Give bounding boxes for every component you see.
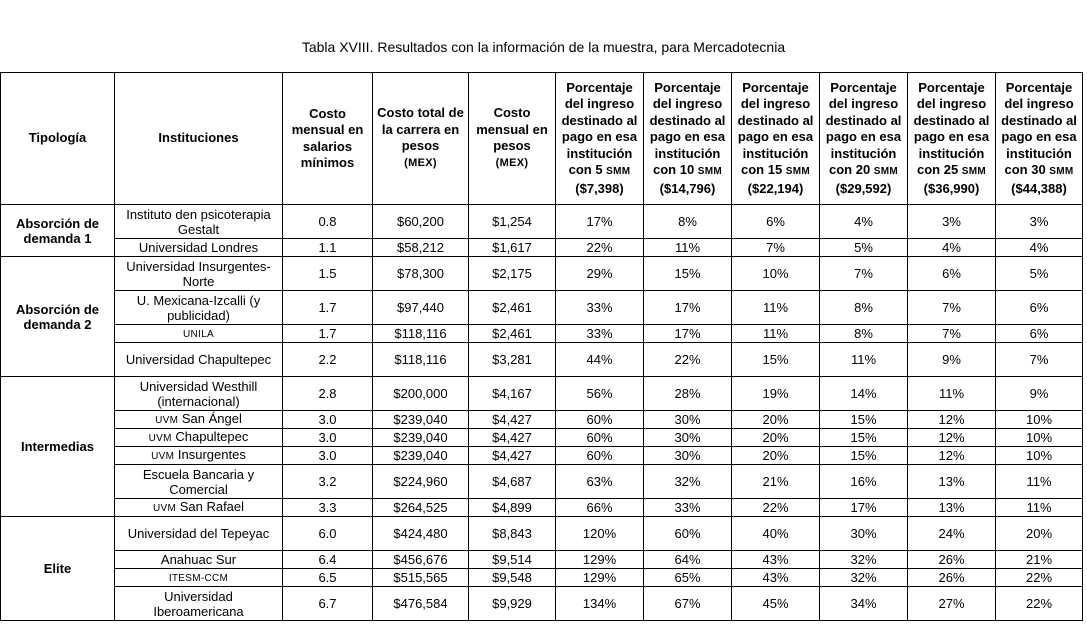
header-pct-unit: SMM <box>785 166 811 178</box>
percentage-cell: 7% <box>820 257 908 291</box>
percentage-cell: 33% <box>556 291 644 325</box>
percentage-cell: 6% <box>996 291 1083 325</box>
header-costo-total-unit: (MEX) <box>404 157 437 170</box>
total-cost-cell: $515,565 <box>373 569 469 587</box>
header-pct-unit: SMM <box>961 166 987 178</box>
percentage-cell: 15% <box>820 411 908 429</box>
percentage-cell: 32% <box>820 551 908 569</box>
monthly-cost-cell: $4,687 <box>469 465 556 499</box>
header-pct <box>908 73 996 205</box>
institution-cell <box>115 257 283 291</box>
table-row <box>1 587 1083 621</box>
percentage-cell: 4% <box>820 205 908 239</box>
percentage-cell: 134% <box>556 587 644 621</box>
salarios-cell: 1.5 <box>283 257 373 291</box>
institution-acronym: UVM <box>152 503 177 514</box>
header-pct-label: Porcentaje del ingreso destinado al pago en esa institución con 20 <box>825 80 902 178</box>
salarios-cell: 0.8 <box>283 205 373 239</box>
institution-cell <box>115 569 283 587</box>
percentage-cell: 20% <box>732 429 820 447</box>
header-tipologia: Tipología <box>1 73 115 205</box>
header-pct-amount: ($29,592) <box>835 180 892 196</box>
percentage-cell: 33% <box>556 325 644 343</box>
percentage-cell: 8% <box>820 325 908 343</box>
total-cost-cell: $239,040 <box>373 411 469 429</box>
percentage-cell: 17% <box>644 291 732 325</box>
institution-name: Universidad Westhill (internacional) <box>139 378 258 409</box>
institution-name: Insurgentes <box>177 447 246 462</box>
table-row <box>1 499 1083 517</box>
header-costo-pesos-unit: (MEX) <box>495 157 529 170</box>
monthly-cost-cell: $4,167 <box>469 377 556 411</box>
percentage-cell: 129% <box>556 569 644 587</box>
percentage-cell: 6% <box>996 325 1083 343</box>
header-pct <box>732 73 820 205</box>
header-costo-total-label: Costo total de la carrera en pesos <box>377 105 464 153</box>
table-row <box>1 569 1083 587</box>
salarios-cell: 1.1 <box>283 239 373 257</box>
institution-cell <box>115 411 283 429</box>
institution-name: Universidad Insurgentes-Norte <box>126 258 271 289</box>
total-cost-cell: $97,440 <box>373 291 469 325</box>
percentage-cell: 32% <box>820 569 908 587</box>
percentage-cell: 9% <box>908 343 996 377</box>
total-cost-cell: $200,000 <box>373 377 469 411</box>
percentage-cell: 20% <box>732 447 820 465</box>
percentage-cell: 64% <box>644 551 732 569</box>
percentage-cell: 3% <box>908 205 996 239</box>
table-row <box>1 551 1083 569</box>
percentage-cell: 10% <box>996 429 1083 447</box>
table-body <box>1 205 1083 621</box>
percentage-cell: 6% <box>732 205 820 239</box>
percentage-cell: 30% <box>644 447 732 465</box>
percentage-cell: 40% <box>732 517 820 551</box>
percentage-cell: 10% <box>996 447 1083 465</box>
percentage-cell: 44% <box>556 343 644 377</box>
salarios-cell: 3.3 <box>283 499 373 517</box>
table-row <box>1 291 1083 325</box>
percentage-cell: 4% <box>996 239 1083 257</box>
table-row <box>1 411 1083 429</box>
header-pct-label: Porcentaje del ingreso destinado al pago en esa institución con 15 <box>737 80 814 178</box>
monthly-cost-cell: $4,899 <box>469 499 556 517</box>
percentage-cell: 67% <box>644 587 732 621</box>
institution-name: San Rafael <box>179 499 245 514</box>
header-instituciones: Instituciones <box>115 73 283 205</box>
percentage-cell: 24% <box>908 517 996 551</box>
salarios-cell: 3.0 <box>283 429 373 447</box>
percentage-cell: 14% <box>820 377 908 411</box>
percentage-cell: 9% <box>996 377 1083 411</box>
percentage-cell: 11% <box>820 343 908 377</box>
percentage-cell: 21% <box>732 465 820 499</box>
monthly-cost-cell: $9,514 <box>469 551 556 569</box>
institution-name: U. Mexicana-Izcalli (y publicidad) <box>136 292 261 323</box>
percentage-cell: 56% <box>556 377 644 411</box>
percentage-cell: 30% <box>820 517 908 551</box>
tipologia-cell: Elite <box>1 517 115 621</box>
total-cost-cell: $239,040 <box>373 447 469 465</box>
percentage-cell: 5% <box>820 239 908 257</box>
percentage-cell: 12% <box>908 447 996 465</box>
salarios-cell: 1.7 <box>283 325 373 343</box>
salarios-cell: 2.2 <box>283 343 373 377</box>
institution-cell <box>115 429 283 447</box>
table-row <box>1 465 1083 499</box>
percentage-cell: 7% <box>908 325 996 343</box>
salarios-cell: 2.8 <box>283 377 373 411</box>
percentage-cell: 43% <box>732 551 820 569</box>
monthly-cost-cell: $4,427 <box>469 411 556 429</box>
header-pct-label: Porcentaje del ingreso destinado al pago en esa institución con 5 <box>561 80 638 178</box>
table-row <box>1 257 1083 291</box>
total-cost-cell: $239,040 <box>373 429 469 447</box>
monthly-cost-cell: $3,281 <box>469 343 556 377</box>
monthly-cost-cell: $2,461 <box>469 291 556 325</box>
percentage-cell: 26% <box>908 551 996 569</box>
institution-acronym: UVM <box>148 433 172 444</box>
institution-cell <box>115 377 283 411</box>
institution-name: Universidad del Tepeyac <box>127 526 270 541</box>
header-costo-salarios: Costo mensual en salarios mínimos <box>283 73 373 205</box>
header-pct-label: Porcentaje del ingreso destinado al pago en esa institución con 25 <box>913 80 990 178</box>
salarios-cell: 6.0 <box>283 517 373 551</box>
header-pct-unit: SMM <box>606 166 631 178</box>
percentage-cell: 11% <box>732 291 820 325</box>
salarios-cell: 6.7 <box>283 587 373 621</box>
percentage-cell: 13% <box>908 465 996 499</box>
percentage-cell: 32% <box>644 465 732 499</box>
institution-cell <box>115 239 283 257</box>
percentage-cell: 28% <box>644 377 732 411</box>
percentage-cell: 10% <box>732 257 820 291</box>
monthly-cost-cell: $1,617 <box>469 239 556 257</box>
header-costo-pesos-label: Costo mensual en pesos <box>476 105 548 153</box>
percentage-cell: 60% <box>556 429 644 447</box>
percentage-cell: 22% <box>996 569 1083 587</box>
institution-acronym: ITESM-CCM <box>168 573 229 584</box>
percentage-cell: 129% <box>556 551 644 569</box>
percentage-cell: 15% <box>732 343 820 377</box>
institution-acronym: UVM <box>151 451 175 462</box>
table-row <box>1 205 1083 239</box>
header-pct <box>644 73 732 205</box>
institution-cell <box>115 465 283 499</box>
percentage-cell: 5% <box>996 257 1083 291</box>
percentage-cell: 15% <box>820 447 908 465</box>
institution-name: Anahuac Sur <box>160 552 237 567</box>
institution-acronym: UNILA <box>183 329 214 340</box>
monthly-cost-cell: $2,461 <box>469 325 556 343</box>
percentage-cell: 13% <box>908 499 996 517</box>
percentage-cell: 60% <box>556 411 644 429</box>
results-table <box>0 72 1083 621</box>
header-pct-amount: ($36,990) <box>923 180 980 196</box>
institution-cell <box>115 551 283 569</box>
table-row <box>1 343 1083 377</box>
salarios-cell: 6.5 <box>283 569 373 587</box>
header-pct <box>820 73 908 205</box>
institution-cell <box>115 499 283 517</box>
salarios-cell: 1.7 <box>283 291 373 325</box>
table-row <box>1 429 1083 447</box>
percentage-cell: 7% <box>908 291 996 325</box>
total-cost-cell: $60,200 <box>373 205 469 239</box>
percentage-cell: 11% <box>732 325 820 343</box>
salarios-cell: 3.0 <box>283 411 373 429</box>
percentage-cell: 30% <box>644 429 732 447</box>
percentage-cell: 60% <box>644 517 732 551</box>
header-pct-unit: SMM <box>697 166 723 178</box>
tipologia-cell: Intermedias <box>1 377 115 517</box>
table-row <box>1 447 1083 465</box>
monthly-cost-cell: $4,427 <box>469 447 556 465</box>
percentage-cell: 17% <box>644 325 732 343</box>
percentage-cell: 7% <box>732 239 820 257</box>
percentage-cell: 8% <box>820 291 908 325</box>
institution-acronym: UVM <box>155 415 179 426</box>
table-row <box>1 377 1083 411</box>
monthly-cost-cell: $2,175 <box>469 257 556 291</box>
total-cost-cell: $456,676 <box>373 551 469 569</box>
monthly-cost-cell: $9,929 <box>469 587 556 621</box>
percentage-cell: 3% <box>996 205 1083 239</box>
percentage-cell: 17% <box>820 499 908 517</box>
header-pct-amount: ($22,194) <box>747 180 804 196</box>
total-cost-cell: $424,480 <box>373 517 469 551</box>
header-pct <box>556 73 644 205</box>
header-pct <box>996 73 1083 205</box>
table-caption: Tabla XVIII. Resultados con la información de la muestra, para Mercadotecnia <box>301 39 786 55</box>
institution-name: Escuela Bancaria y Comercial <box>142 466 255 497</box>
header-pct-amount: ($44,388) <box>1011 180 1067 196</box>
percentage-cell: 7% <box>996 343 1083 377</box>
percentage-cell: 20% <box>996 517 1083 551</box>
percentage-cell: 20% <box>732 411 820 429</box>
percentage-cell: 10% <box>996 411 1083 429</box>
institution-cell <box>115 587 283 621</box>
percentage-cell: 11% <box>996 499 1083 517</box>
percentage-cell: 65% <box>644 569 732 587</box>
table-row <box>1 325 1083 343</box>
percentage-cell: 4% <box>908 239 996 257</box>
header-pct-amount: ($7,398) <box>575 180 624 196</box>
percentage-cell: 120% <box>556 517 644 551</box>
percentage-cell: 8% <box>644 205 732 239</box>
percentage-cell: 34% <box>820 587 908 621</box>
percentage-cell: 16% <box>820 465 908 499</box>
monthly-cost-cell: $8,843 <box>469 517 556 551</box>
institution-name: Universidad Londres <box>138 240 259 255</box>
institution-cell <box>115 343 283 377</box>
institution-name: San Ángel <box>181 411 242 426</box>
percentage-cell: 11% <box>996 465 1083 499</box>
institution-name: Chapultepec <box>175 429 249 444</box>
percentage-cell: 26% <box>908 569 996 587</box>
percentage-cell: 43% <box>732 569 820 587</box>
header-row <box>1 73 1083 205</box>
percentage-cell: 22% <box>996 587 1083 621</box>
total-cost-cell: $476,584 <box>373 587 469 621</box>
percentage-cell: 11% <box>644 239 732 257</box>
salarios-cell: 6.4 <box>283 551 373 569</box>
header-pct-unit: SMM <box>873 166 899 178</box>
monthly-cost-cell: $9,548 <box>469 569 556 587</box>
header-costo-total <box>373 73 469 205</box>
total-cost-cell: $58,212 <box>373 239 469 257</box>
percentage-cell: 12% <box>908 411 996 429</box>
header-pct-label: Porcentaje del ingreso destinado al pago en esa institución con 10 <box>649 80 726 178</box>
percentage-cell: 19% <box>732 377 820 411</box>
salarios-cell: 3.0 <box>283 447 373 465</box>
monthly-cost-cell: $4,427 <box>469 429 556 447</box>
percentage-cell: 60% <box>556 447 644 465</box>
percentage-cell: 22% <box>644 343 732 377</box>
percentage-cell: 45% <box>732 587 820 621</box>
percentage-cell: 6% <box>908 257 996 291</box>
percentage-cell: 30% <box>644 411 732 429</box>
percentage-cell: 22% <box>556 239 644 257</box>
header-costo-pesos <box>469 73 556 205</box>
percentage-cell: 11% <box>908 377 996 411</box>
table-row <box>1 239 1083 257</box>
total-cost-cell: $118,116 <box>373 325 469 343</box>
percentage-cell: 66% <box>556 499 644 517</box>
percentage-cell: 27% <box>908 587 996 621</box>
percentage-cell: 21% <box>996 551 1083 569</box>
percentage-cell: 15% <box>820 429 908 447</box>
institution-name: Universidad Iberoamericana <box>153 588 244 619</box>
institution-name: Instituto den psicoterapia Gestalt <box>126 206 271 237</box>
total-cost-cell: $78,300 <box>373 257 469 291</box>
total-cost-cell: $118,116 <box>373 343 469 377</box>
total-cost-cell: $224,960 <box>373 465 469 499</box>
total-cost-cell: $264,525 <box>373 499 469 517</box>
percentage-cell: 17% <box>556 205 644 239</box>
table-row <box>1 517 1083 551</box>
institution-cell <box>115 205 283 239</box>
institution-name: Universidad Chapultepec <box>125 352 272 367</box>
institution-cell <box>115 517 283 551</box>
percentage-cell: 22% <box>732 499 820 517</box>
salarios-cell: 3.2 <box>283 465 373 499</box>
header-pct-unit: SMM <box>1049 166 1074 178</box>
tipologia-cell: Absorción de demanda 2 <box>1 257 115 377</box>
monthly-cost-cell: $1,254 <box>469 205 556 239</box>
institution-cell <box>115 291 283 325</box>
percentage-cell: 33% <box>644 499 732 517</box>
institution-cell <box>115 447 283 465</box>
percentage-cell: 15% <box>644 257 732 291</box>
percentage-cell: 63% <box>556 465 644 499</box>
header-pct-amount: ($14,796) <box>659 180 716 196</box>
tipologia-cell: Absorción de demanda 1 <box>1 205 115 257</box>
header-pct-label: Porcentaje del ingreso destinado al pago en esa institución con 30 <box>1001 80 1077 178</box>
percentage-cell: 12% <box>908 429 996 447</box>
percentage-cell: 29% <box>556 257 644 291</box>
institution-cell <box>115 325 283 343</box>
